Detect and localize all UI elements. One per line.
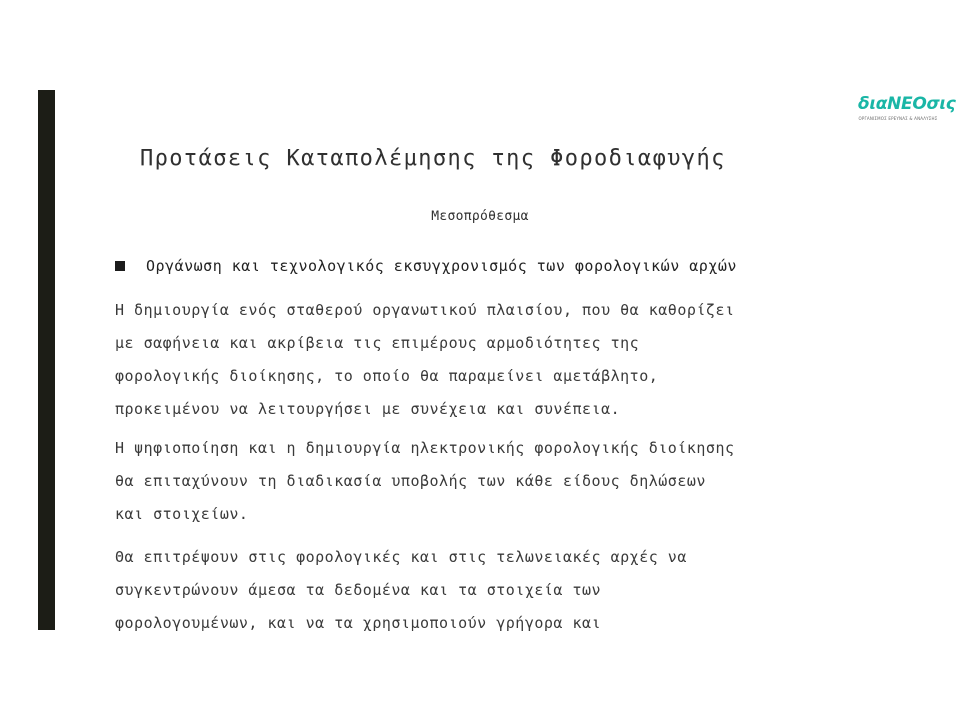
paragraph-line: συγκεντρώνουν άμεσα τα δεδομένα και τα στοιχεία των	[115, 581, 602, 599]
logo-wordmark: διαΝΕΟσις	[858, 94, 956, 114]
paragraph-data-access	[115, 541, 875, 640]
paragraph-line: φορολογικής διοίκησης, το οποίο θα παραμείνει αμετάβλητο,	[115, 367, 659, 385]
paragraph-line: Η ψηφιοποίηση και η δημιουργία ηλεκτρονικής φορολογικής διοίκησης	[115, 439, 735, 457]
square-bullet-icon	[115, 261, 125, 271]
slide-title: Προτάσεις Καταπολέμησης της Φοροδιαφυγής	[140, 146, 726, 171]
paragraph-line: φορολογουμένων, και να τα χρησιμοποιούν γρήγορα και	[115, 614, 602, 632]
paragraph-line: προκειμένου να λειτουργήσει με συνέχεια και συνέπεια.	[115, 400, 621, 418]
paragraph-line: Η δημιουργία ενός σταθερού οργανωτικού πλαισίου, που θα καθορίζει	[115, 301, 735, 319]
paragraph-line: θα επιταχύνουν τη διαδικασία υποβολής των κάθε είδους δηλώσεων	[115, 472, 706, 490]
bullet-item	[115, 257, 875, 275]
bullet-text: Οργάνωση και τεχνολογικός εκσυγχρονισμός των φορολογικών αρχών	[146, 257, 737, 275]
paragraph-line: Θα επιτρέψουν στις φορολογικές και στις τελωνειακές αρχές να	[115, 548, 687, 566]
paragraph-organization	[115, 294, 875, 426]
slide-accent-bar	[38, 90, 55, 630]
paragraph-line: και στοιχείων.	[115, 505, 249, 523]
logo-tagline: ΟΡΓΑΝΙΣΜΟΣ ΕΡΕΥΝΑΣ & ΑΝΑΛΥΣΗΣ	[858, 116, 938, 121]
dianeosis-logo	[858, 94, 956, 128]
slide-subtitle: Μεσοπρόθεσμα	[431, 209, 529, 224]
paragraph-line: με σαφήνεια και ακρίβεια τις επιμέρους αρμοδιότητες της	[115, 334, 640, 352]
paragraph-digitization	[115, 432, 875, 531]
